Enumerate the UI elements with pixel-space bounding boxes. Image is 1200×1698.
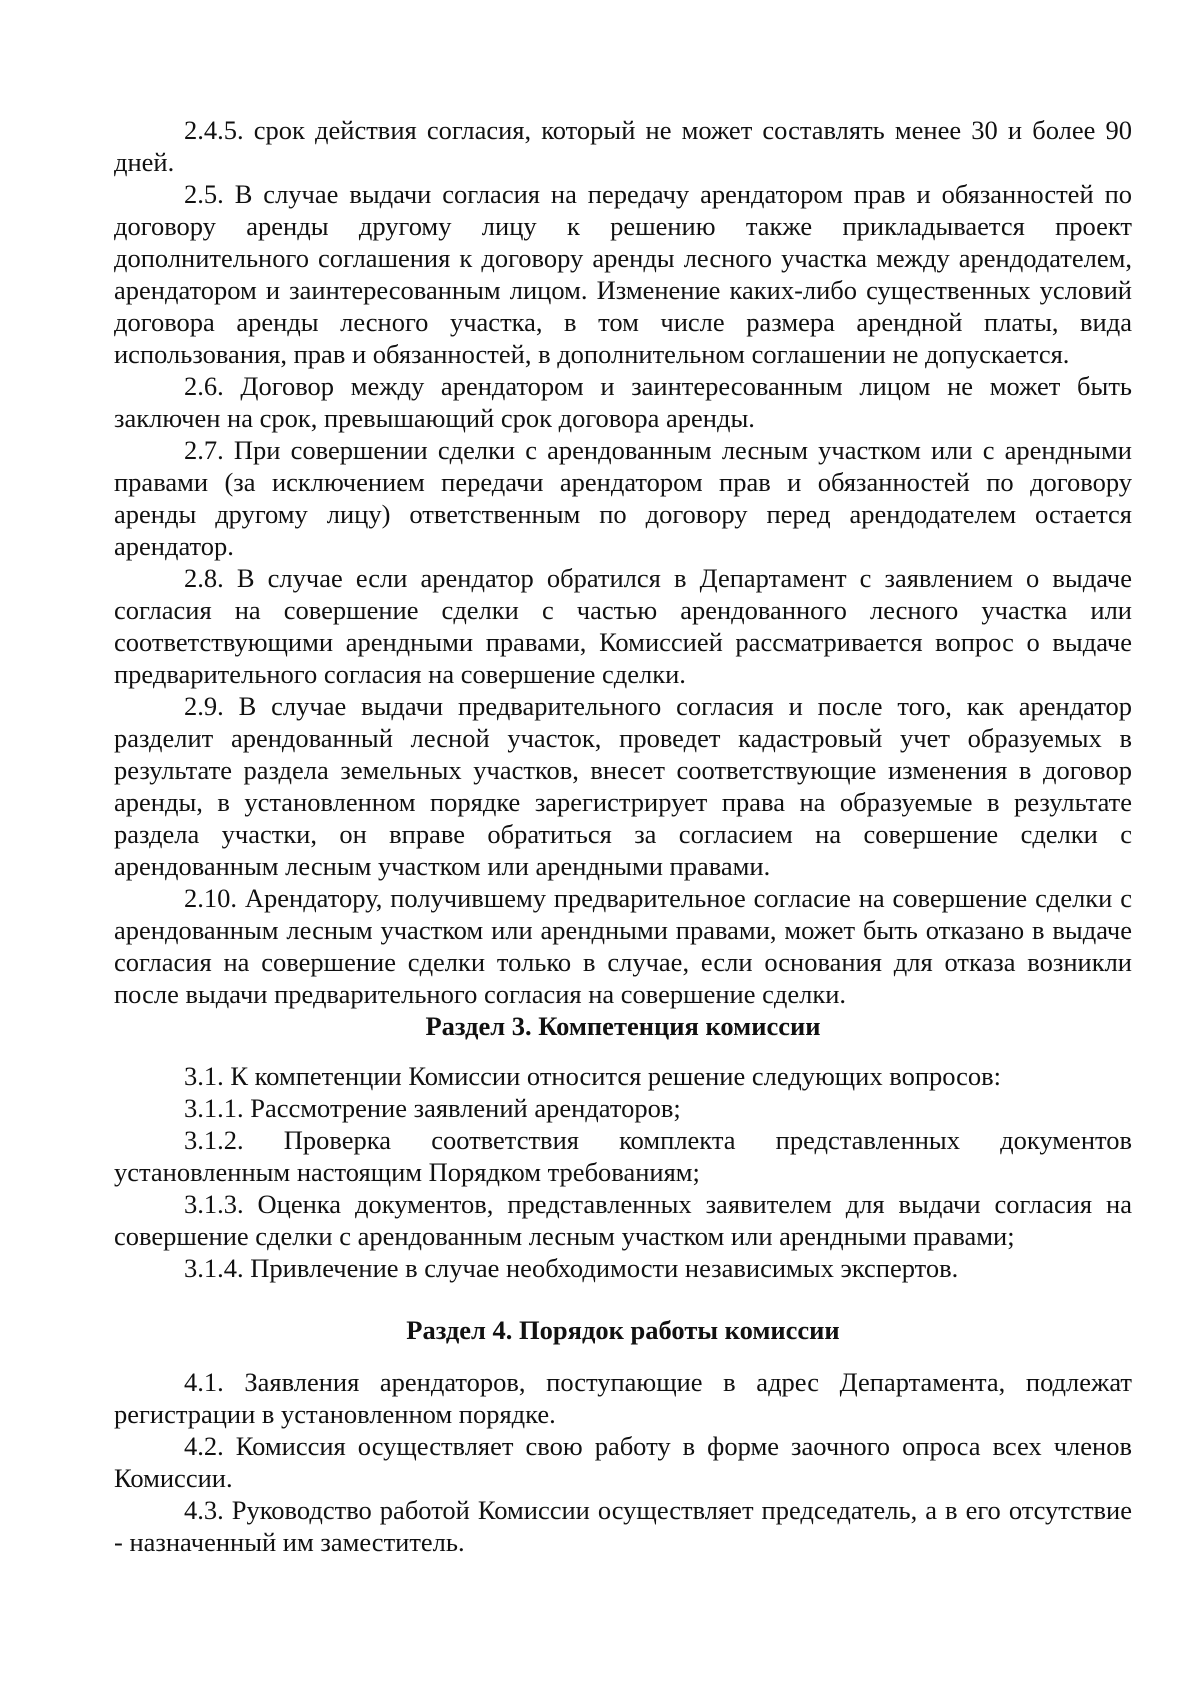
paragraph-3-1-2: 3.1.2. Проверка соответствия комплекта представленных документов установленным настоящим Порядком требованиям; <box>114 1125 1132 1187</box>
paragraph-2-10: 2.10. Арендатору, получившему предварительное согласие на совершение сделки с арендованным лесным участком или арендными правами, может быть отказано в выдаче согласия на совершение сделки только в случае, если основания для отказа возникли после выдачи предварительного согласия на совершение сделки. <box>114 883 1132 1009</box>
paragraph-3-1-4: 3.1.4. Привлечение в случае необходимости независимых экспертов. <box>184 1253 959 1283</box>
paragraph-2-4-5: 2.4.5. срок действия согласия, который не может составлять менее 30 и более 90 дней. <box>114 115 1132 177</box>
paragraph-2-7: 2.7. При совершении сделки с арендованным лесным участком или с арендными правами (за исключением передачи арендатором прав и обязанностей по договору аренды другому лицу) ответственным по договору перед арендодателем остается арендатор. <box>114 435 1132 561</box>
paragraph-3-1: 3.1. К компетенции Комиссии относится решение следующих вопросов: <box>184 1061 1002 1091</box>
document-body <box>114 114 1132 1558</box>
paragraph-2-6: 2.6. Договор между арендатором и заинтересованным лицом не может быть заключен на срок, превышающий срок договора аренды. <box>114 371 1132 433</box>
paragraph-2-5: 2.5. В случае выдачи согласия на передачу арендатором прав и обязанностей по договору аренды другому лицу к решению также прикладывается проект дополнительного соглашения к договору аренды лесного участка между арендодателем, арендатором и заинтересованным лицом. Изменение каких-либо существенных условий договора аренды лесного участка, в том числе размера арендной платы, вида использования, прав и обязанностей, в дополнительном соглашении не допускается. <box>114 179 1132 369</box>
paragraph-2-9: 2.9. В случае выдачи предварительного согласия и после того, как арендатор разделит арендованный лесной участок, проведет кадастровый учет образуемых в результате раздела земельных участков, внесет соответствующие изменения в договор аренды, в установленном порядке зарегистрирует права на образуемые в результате раздела участки, он вправе обратиться за согласием на совершение сделки с арендованным лесным участком или арендными правами. <box>114 691 1132 881</box>
section-3-heading: Раздел 3. Компетенция комиссии <box>425 1011 821 1041</box>
paragraph-4-1: 4.1. Заявления арендаторов, поступающие в адрес Департамента, подлежат регистрации в установленном порядке. <box>114 1367 1132 1429</box>
paragraph-3-1-3: 3.1.3. Оценка документов, представленных заявителем для выдачи согласия на совершение сделки с арендованным лесным участком или арендными правами; <box>114 1189 1132 1251</box>
paragraph-4-3: 4.3. Руководство работой Комиссии осуществляет председатель, а в его отсутствие - назначенный им заместитель. <box>114 1495 1132 1557</box>
paragraph-4-2: 4.2. Комиссия осуществляет свою работу в форме заочного опроса всех членов Комиссии. <box>114 1431 1132 1493</box>
section-4-heading: Раздел 4. Порядок работы комиссии <box>406 1315 840 1345</box>
paragraph-2-8: 2.8. В случае если арендатор обратился в Департамент с заявлением о выдаче согласия на совершение сделки с частью арендованного лесного участка или соответствующими арендными правами, Комиссией рассматривается вопрос о выдаче предварительного согласия на совершение сделки. <box>114 563 1132 689</box>
paragraph-3-1-1: 3.1.1. Рассмотрение заявлений арендаторов; <box>184 1093 681 1123</box>
